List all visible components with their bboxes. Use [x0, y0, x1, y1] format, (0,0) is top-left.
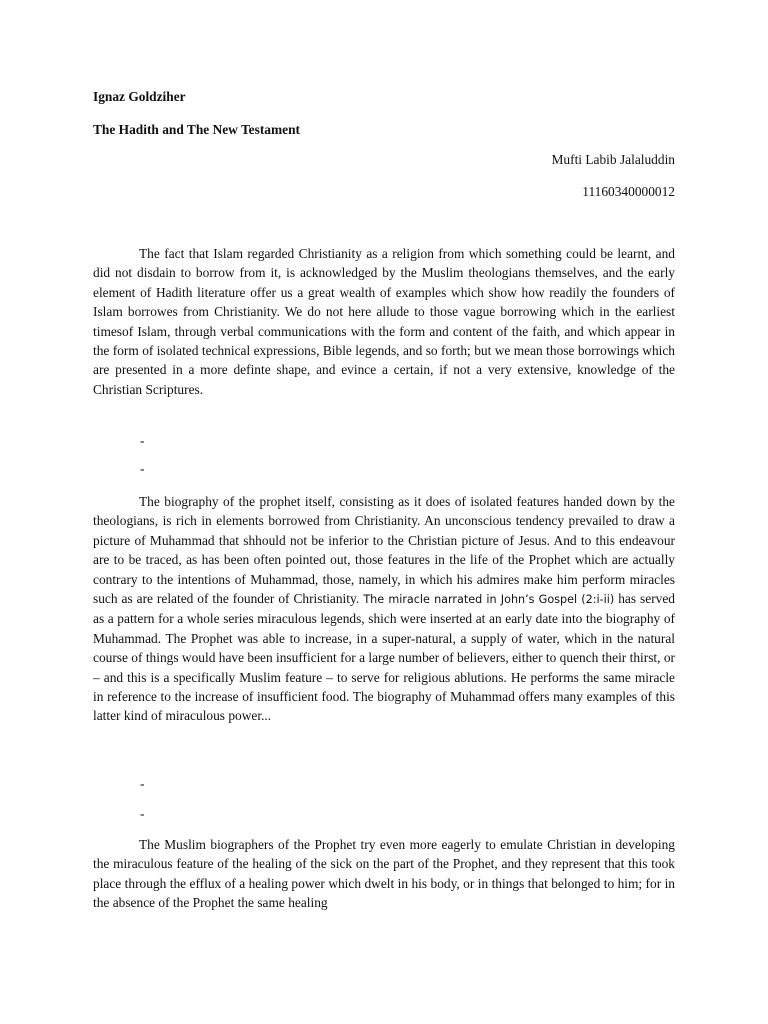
paragraph-3: The Muslim biographers of the Prophet try even more eagerly to emulate Christian in developing the miraculous feature of the healing of the sick on the part of the Prophet, and they represent that this took place through the efflux of a healing power which dwelt in his body, or in things that belonged to him; for in the absence of the Prophet the same healing: [93, 837, 675, 911]
document-title: The Hadith and The New Testament: [93, 122, 300, 137]
separator-dash: -: [140, 776, 145, 791]
student-id: 11160340000012: [582, 184, 675, 199]
paragraph-2: [93, 492, 675, 726]
separator-dash: -: [140, 461, 145, 476]
paragraph-2-part-1: The biography of the prophet itself, consisting as it does of isolated features handed down by the theologians, is rich in elements borrowed from Christianity. An unconscious tendency prevailed to draw a picture of Muhammad that shhould not be inferior to the Christian picture of Jesus. And to this endeavour are to be traced, as has been often pointed out, those features in the life of the Prophet which are actually contrary to the intentions of Muhammad, those, namely, in which his admires make him perform miracles such as are related of the founder of Christianity.: [93, 494, 675, 607]
student-name: Mufti Labib Jalaluddin: [551, 152, 675, 167]
author-heading: Ignaz Goldziher: [93, 89, 186, 104]
separator-dash: -: [140, 806, 145, 821]
paragraph-1: The fact that Islam regarded Christianity as a religion from which something could be learnt, and did not disdain to borrow from it, is acknowledged by the Muslim theologians themselves, and the early element of Hadith literature offer us a great wealth of examples which show how readily the founders of Islam borrowes from Christianity. We do not here allude to those vague borrowing which in the earliest timesof Islam, through verbal communications with the form and content of the faith, and which appear in the form of isolated technical expressions, Bible legends, and so forth; but we mean those borrowings which are presented in a more definte shape, and evince a certain, if not a very extensive, knowledge of the Christian Scriptures.: [93, 246, 675, 397]
paragraph-2-part-2: has served as a pattern for a whole series miraculous legends, shich were inserted at an early date into the biography of Muhammad. The Prophet was able to increase, in a super-natural, a supply of water, which in the natural course of things would have been insufficient for a large number of believers, either to quench their thirst, or – and this is a specifically Muslim feature – to serve for religious ablutions. He performs the same miracle in reference to the increase of insufficient food. The biography of Muhammad offers many examples of this latter kind of miraculous power...: [93, 591, 675, 724]
paragraph-2-quote: The miracle narrated in John’s Gospel (2:i-ii): [359, 593, 615, 607]
separator-dash: -: [140, 433, 145, 448]
